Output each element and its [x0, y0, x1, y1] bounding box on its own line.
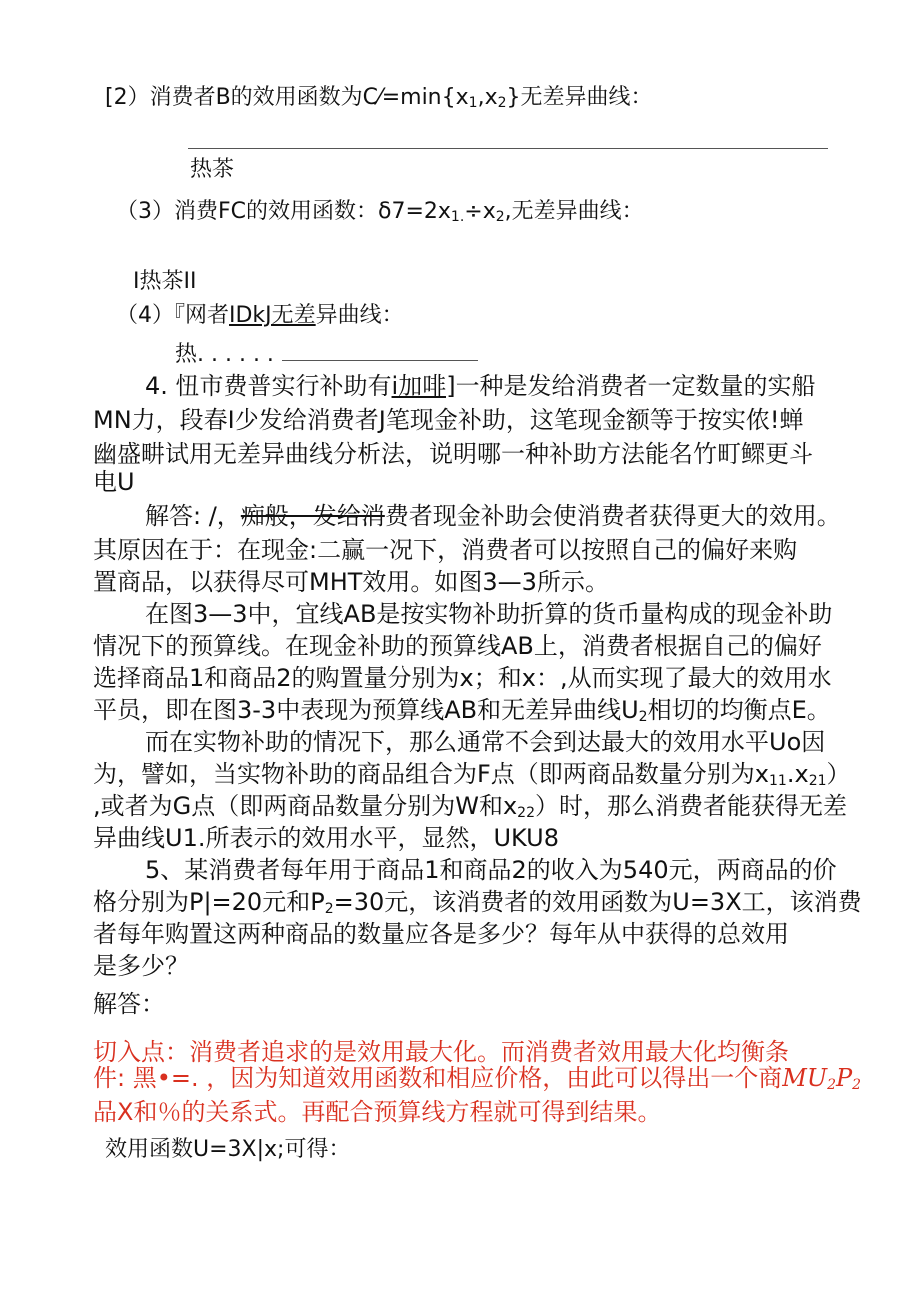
answer-4-line-2: 其原因在于：在现金:二赢一况下，消费者可以按照自己的偏好来购	[93, 536, 798, 564]
hint-line-1: 切入点：消费者追求的是效用最大化。而消费者效用最大化均衡条	[93, 1038, 789, 1066]
answer-4-para-3-line-1: 而在实物补助的情况下，那么通常不会到达最大的效用水平Uo因	[145, 728, 826, 756]
answer-4-para-2-line-3: 选择商品1和商品2的购置量分别为x；和x：,从而实现了最大的效用水	[93, 664, 832, 692]
question-5-line-1: 5、某消费者每年用于商品1和商品2的收入为540元，两商品的价	[145, 856, 837, 884]
answer-5-heading: 解答：	[93, 990, 165, 1018]
graph-label-hot-dotted: 热. . . . . .	[175, 336, 915, 373]
question-4-line-4: 电U	[93, 468, 135, 496]
fill-blank-line	[282, 336, 478, 361]
hint-line-3: 品X和％的关系式。再配合预算线方程就可得到结果。	[93, 1098, 662, 1126]
item-2-line: [2）消费者B的效用函数为$C⁄=\min\{x_1,x_2\}$无差异曲线：	[105, 85, 653, 111]
question-5-line-2: 格分别为P|=20元和$P_2=30$元，该消费者的效用函数为U=3X工，该消费	[93, 888, 862, 917]
item-3-line: （3）消费FC的效用函数：$\delta 7=2x_{1.}\div x_2$,无差异曲线：	[116, 199, 644, 225]
graph-label-hot-tea-2: I热茶II	[133, 269, 197, 294]
question-5-line-4: 是多少？	[93, 952, 189, 980]
question-4-line-3: 幽盛畊试用无差异曲线分析法，说明哪一种补助方法能名竹町鳏更斗	[93, 440, 813, 468]
question-4-line-1: 4. 忸市费普实行补助有i加啡]一种是发给消费者一定数量的实船	[145, 372, 816, 400]
answer-4-line-3: 置商品，以获得尽可MHT效用。如图3—3所示。	[93, 568, 609, 596]
divider-line	[188, 148, 828, 149]
answer-4-para-2-line-2: 情况下的预算线。在现金补助的预算线AB上，消费者根据自己的偏好	[93, 632, 822, 660]
utility-function-line: 效用函数U=3X|x;可得：	[105, 1137, 351, 1162]
answer-4-para-3-line-3: ,或者为G点（即两商品数量分别为W和$x_{22}$）时，那么消费者能获得无差	[93, 792, 847, 821]
graph-label-hot-tea: 热茶	[190, 157, 235, 182]
hint-line-2: 件: 黑•=. ，因为知道效用函数和相应价格，由此可以得出一个商$MU_2P_2$	[93, 1064, 862, 1093]
question-5-line-3: 者每年购置这两种商品的数量应各是多少？每年从中获得的总效用	[93, 920, 789, 948]
answer-4-para-2-line-1: 在图3—3中，宜线AB是按实物补助折算的货币量构成的现金补助	[145, 600, 833, 628]
answer-4-line-1: 解答: /，痴般，发给消费者现金补助会使消费者获得更大的效用。	[145, 502, 841, 530]
answer-4-para-2-line-4: 平员，即在图3-3中表现为预算线AB和无差异曲线$U_2$相切的均衡点E。	[93, 696, 831, 725]
answer-4-para-3-line-2: 为，譬如，当实物补助的商品组合为F点（即两商品数量分别为$x_{11}.x_{21}$）	[93, 760, 851, 789]
item-4-line: （4）『网者IDkJ无差异曲线：	[116, 303, 404, 328]
answer-4-para-3-line-4: 异曲线U1.所表示的效用水平，显然，UKU8	[93, 824, 559, 852]
question-4-line-2: MN力，段春I少发给消费者J笔现金补助，这笔现金额等于按实侬!蝉	[93, 406, 804, 434]
